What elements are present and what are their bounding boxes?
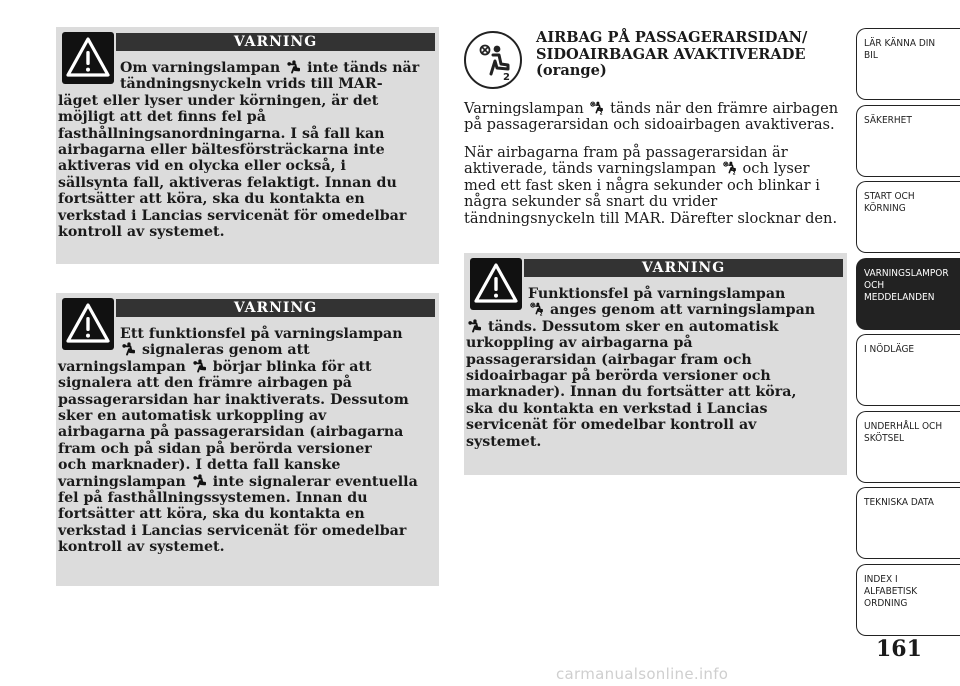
text-run: Ett funktionsfel på varningslampan <box>120 326 403 342</box>
text-run: inte tänds när <box>302 60 420 76</box>
warning-box-1 <box>56 27 439 264</box>
text-run: sidoairbagar på berörda versioner och <box>466 368 771 385</box>
page-number: 161 <box>876 636 922 662</box>
text-line <box>58 109 436 125</box>
text-run: fasthållningsanordningarna. I så fall kan <box>58 125 385 142</box>
text-line <box>466 302 844 318</box>
text-run: och marknader). I detta fall kanske <box>58 457 341 474</box>
text-run: anges genom att varningslampan <box>545 302 816 319</box>
text-run: systemet. <box>466 433 542 450</box>
text-line <box>464 161 849 177</box>
text-line <box>58 93 436 109</box>
svg-text:2: 2 <box>600 110 604 115</box>
text-run: och lyser <box>737 160 810 178</box>
text-run: med ett fast sken i några sekunder och blinkar i <box>464 176 820 194</box>
sidebar-tab[interactable] <box>856 28 960 100</box>
sidebar-tab-label: INDEX I <box>864 573 898 585</box>
sidebar-tab[interactable] <box>856 334 960 406</box>
airbag-warning-icon <box>193 359 206 373</box>
sidebar-tab[interactable] <box>856 105 960 177</box>
warning-text <box>58 60 436 240</box>
sidebar-tab-label: ALFABETISK <box>864 585 918 597</box>
text-line <box>466 401 844 417</box>
text-run: aktiverade, tänds varningslampan <box>464 160 721 178</box>
text-run: airbagarna på passagerarsidan (airbagarna <box>58 424 404 441</box>
text-line <box>58 506 436 522</box>
text-run: fel på fasthållningssystemen. Innan du <box>58 490 368 507</box>
airbag-warning-icon <box>122 342 135 356</box>
text-run: kontroll av systemet. <box>58 539 225 556</box>
section-paragraph-2 <box>464 145 849 227</box>
sidebar-tab-label: START OCH <box>864 191 915 202</box>
sidebar-tab-label: KÖRNING <box>864 203 906 214</box>
text-run: några sekunder så snart du vrider <box>464 193 718 211</box>
text-run: tändningsnyckeln till MAR. Därefter slocknar den. <box>464 209 838 227</box>
text-line <box>58 224 436 240</box>
text-line <box>58 126 436 142</box>
text-line <box>58 375 436 391</box>
text-run: tänds. Dessutom sker en automatisk <box>483 318 779 335</box>
airbag-warning-icon <box>193 474 206 488</box>
text-line <box>58 142 436 158</box>
sidebar-tab[interactable] <box>856 564 960 636</box>
sidebar-tab-label: VARNINGSLAMPOR <box>864 267 949 279</box>
text-run: signaleras genom att <box>137 342 310 359</box>
airbag-off-icon <box>530 302 543 316</box>
text-line <box>464 194 849 210</box>
text-line <box>58 76 436 92</box>
sidebar-tab[interactable] <box>856 411 960 483</box>
airbag-off-icon <box>723 161 736 175</box>
text-run: sker en automatisk urkoppling av <box>58 408 327 425</box>
sidebar-tab[interactable] <box>856 181 960 253</box>
text-line <box>466 335 844 351</box>
text-line <box>464 178 849 194</box>
text-run: Varningslampan <box>464 100 589 117</box>
text-run: sällsynta fall, aktiveras felaktigt. Innan du <box>58 174 397 191</box>
svg-text:2: 2 <box>539 311 543 317</box>
warning-header: VARNING <box>116 299 435 317</box>
sidebar-tab-label: I NÖDLÄGE <box>864 344 915 355</box>
text-run: passagerarsidan har inaktiverats. Dessutom <box>58 391 409 408</box>
warning-text <box>466 286 844 450</box>
sidebar-tab[interactable] <box>856 258 960 330</box>
sidebar-tab-label: ORDNING <box>864 597 908 609</box>
text-run: kontroll av systemet. <box>58 224 225 241</box>
watermark: carmanualsonline.info <box>556 665 729 683</box>
text-line <box>464 117 844 133</box>
text-run: varningslampan <box>58 473 191 490</box>
sidebar-tab-label: BIL <box>864 50 878 61</box>
text-line <box>58 326 436 342</box>
warning-header: VARNING <box>116 33 435 51</box>
text-run: marknader). Innan du fortsätter att köra, <box>466 384 797 401</box>
airbag-warning-icon <box>287 60 300 74</box>
sidebar-tab-label: OCH <box>864 279 885 291</box>
text-line <box>58 424 436 440</box>
text-run: börjar blinka för att <box>207 358 372 375</box>
sidebar-tab-label: MEDDELANDEN <box>864 291 935 303</box>
warning-box-2 <box>56 293 439 586</box>
text-line <box>58 457 436 473</box>
text-line <box>58 441 436 457</box>
text-line <box>58 191 436 207</box>
text-run: airbagarna eller bältesförsträckarna inte <box>58 142 385 159</box>
title-line: SIDOAIRBAGAR AVAKTIVERADE <box>536 45 806 63</box>
sidebar-tab-label: TEKNISKA DATA <box>864 497 934 508</box>
text-run: inte signalerar eventuella <box>207 473 418 490</box>
text-line <box>466 384 844 400</box>
text-line <box>58 158 436 174</box>
text-line <box>466 286 844 302</box>
svg-text:2: 2 <box>732 170 736 176</box>
text-line <box>58 175 436 191</box>
text-line <box>58 208 436 224</box>
airbag-warning-icon <box>468 319 481 333</box>
text-line <box>58 408 436 424</box>
text-line <box>466 319 844 335</box>
sidebar-tab-label: SKÖTSEL <box>864 432 905 444</box>
text-run: aktiveras vid en olycka eller också, i <box>58 158 346 175</box>
text-line <box>466 434 844 450</box>
text-run: ska du kontakta en verkstad i Lancias <box>466 400 768 417</box>
text-run: läget eller lyser under körningen, är det <box>58 92 379 109</box>
svg-text:2: 2 <box>503 72 510 83</box>
text-line <box>58 474 436 490</box>
text-line <box>58 60 436 76</box>
text-run: fram och på sidan på berörda versioner <box>58 440 372 457</box>
text-run: verkstad i Lancias servicenät för omedelbar <box>58 207 407 224</box>
text-run: urkoppling av airbagarna på <box>466 335 693 352</box>
text-run: fortsätter att köra, ska du kontakta en <box>58 506 365 523</box>
text-line <box>58 342 436 358</box>
text-line <box>464 101 844 117</box>
text-line <box>464 145 849 161</box>
warning-text <box>58 326 436 556</box>
text-line <box>466 352 844 368</box>
text-run: fortsätter att köra, ska du kontakta en <box>58 191 365 208</box>
title-line: (orange) <box>536 62 607 80</box>
text-line <box>58 490 436 506</box>
text-line <box>466 417 844 433</box>
text-run: När airbagarna fram på passagerarsidan är <box>464 144 788 161</box>
section-paragraph-1 <box>464 101 844 134</box>
title-line: AIRBAG PÅ PASSAGERARSIDAN/ <box>536 29 808 46</box>
text-run: tändningsnyckeln vrids till MAR- <box>120 76 383 93</box>
text-run: servicenät för omedelbar kontroll av <box>466 417 757 434</box>
text-line <box>466 368 844 384</box>
warning-box-3 <box>464 253 847 475</box>
sidebar-tab[interactable] <box>856 487 960 559</box>
sidebar-tab-label: UNDERHÅLL OCH <box>864 420 943 432</box>
airbag-deactivated-icon <box>463 30 523 94</box>
text-run: på passagerarsidan och sidoairbagen avaktiveras. <box>464 116 835 134</box>
text-run: Om varningslampan <box>120 60 286 76</box>
text-run: varningslampan <box>58 358 191 375</box>
text-run: passagerarsidan (airbagar fram och <box>466 351 752 368</box>
text-line <box>58 392 436 408</box>
text-line <box>464 211 849 227</box>
sidebar-tab-label: LÄR KÄNNA DIN <box>864 38 936 49</box>
text-run: tänds när den främre airbagen <box>605 100 839 117</box>
text-line <box>58 523 436 539</box>
warning-header: VARNING <box>524 259 843 277</box>
sidebar-tab-label: SÄKERHET <box>864 114 912 126</box>
airbag-off-icon <box>590 101 603 115</box>
text-run: möjligt att det finns fel på <box>58 109 266 126</box>
text-line <box>58 359 436 375</box>
text-line <box>58 539 436 555</box>
text-run: verkstad i Lancias servicenät för omedelbar <box>58 522 407 539</box>
text-run: Funktionsfel på varningslampan <box>528 286 786 302</box>
section-title <box>536 30 807 80</box>
text-run: signalera att den främre airbagen på <box>58 375 352 392</box>
